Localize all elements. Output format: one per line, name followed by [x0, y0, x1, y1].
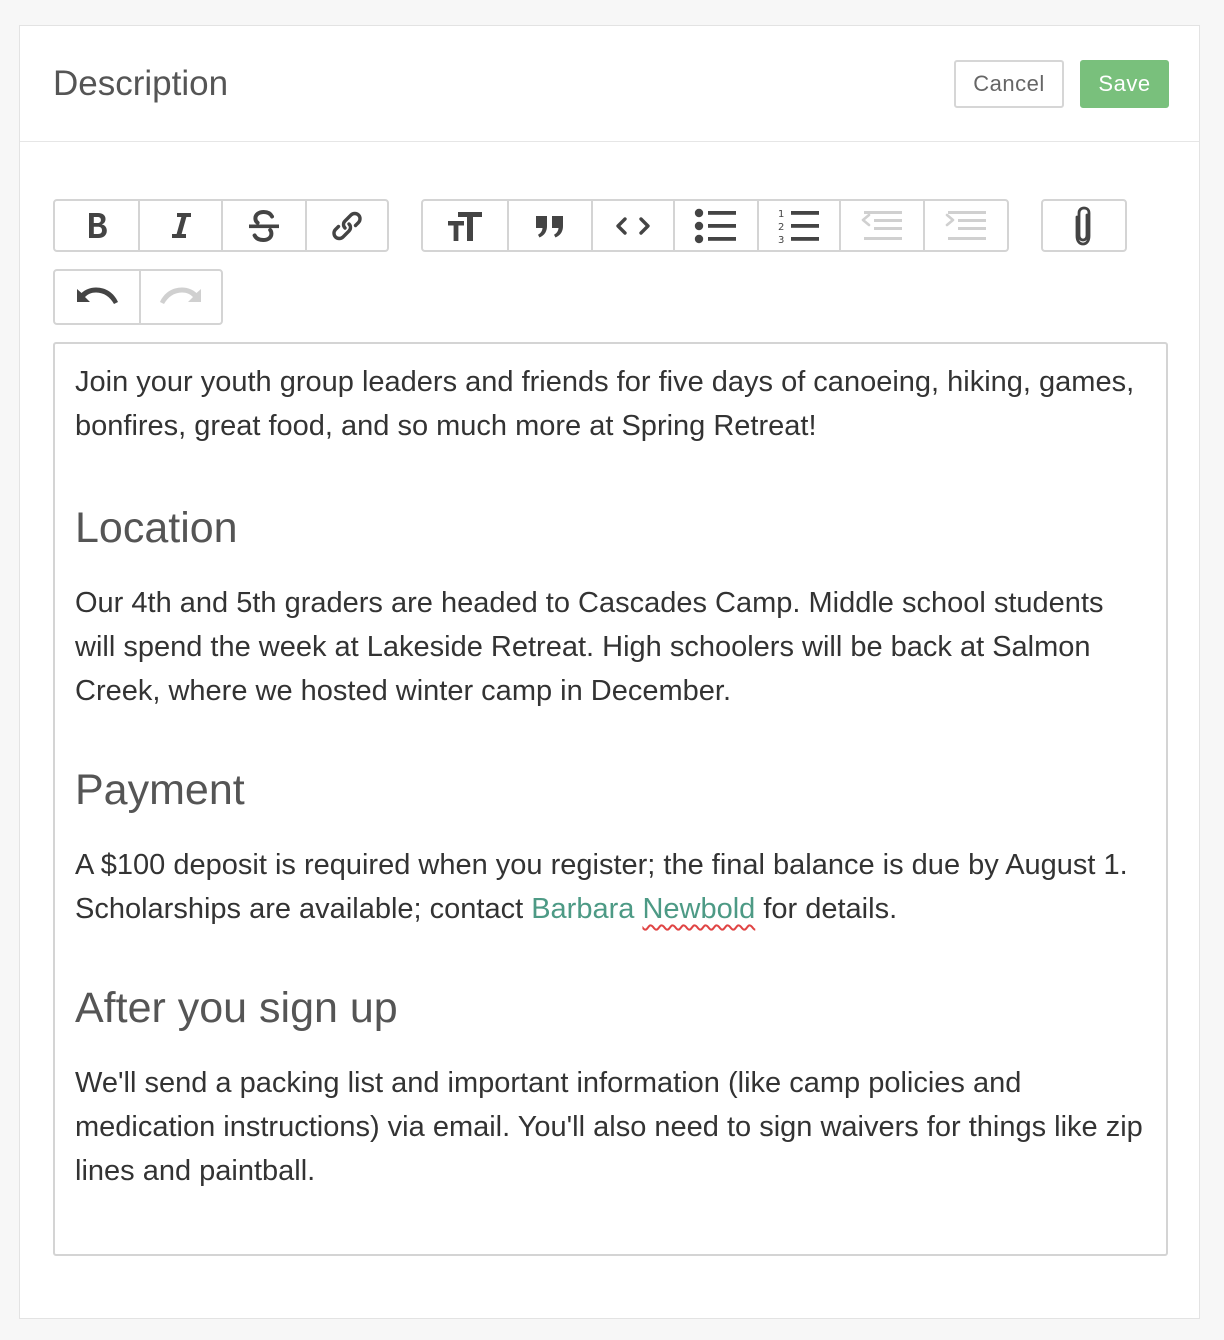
increase-indent-button[interactable] [925, 201, 1007, 250]
svg-text:3: 3 [778, 234, 785, 245]
svg-text:1: 1 [778, 208, 785, 220]
bold-button[interactable] [55, 201, 140, 250]
code-button[interactable] [593, 201, 675, 250]
decrease-indent-icon [860, 209, 904, 243]
payment-text-after: for details. [755, 893, 898, 925]
heading-icon [445, 209, 485, 243]
toolbar-block-group [421, 199, 1009, 252]
decrease-indent-button[interactable] [841, 201, 925, 250]
bullet-list-button[interactable] [675, 201, 759, 250]
link-icon [328, 207, 366, 245]
attach-icon [1070, 205, 1098, 247]
description-editor[interactable] [53, 342, 1168, 1256]
link-button[interactable] [307, 201, 387, 250]
location-paragraph: Our 4th and 5th graders are headed to Cascades Camp. Middle school students will spend the week at Lakeside Retreat. High schoolers will be back at Salmon Creek, where we hosted winter camp in December. [75, 587, 1104, 707]
redo-button[interactable] [141, 271, 221, 323]
after-signup-paragraph: We'll send a packing list and important information (like camp policies and medication instructions) via email. You'll also need to sign waivers for things like zip lines and paintball. [75, 1067, 1143, 1187]
undo-button[interactable] [55, 271, 141, 323]
numbered-list-icon [777, 207, 821, 245]
undo-icon [74, 283, 120, 311]
card-header [20, 26, 1199, 142]
quote-button[interactable] [509, 201, 593, 250]
cancel-button[interactable]: Cancel [954, 60, 1064, 108]
bullet-list-icon [694, 208, 738, 244]
strikethrough-icon [244, 208, 284, 244]
toolbar-history-group [53, 269, 223, 325]
strikethrough-button[interactable] [223, 201, 307, 250]
payment-text-before: A $100 deposit is required when you register; the final balance is due by August 1. Scholarships are available; contact [75, 849, 1128, 925]
bold-icon [82, 210, 112, 242]
contact-link[interactable] [531, 893, 755, 925]
increase-indent-icon [944, 209, 988, 243]
after-signup-heading: After you sign up [75, 984, 398, 1032]
page-title: Description [53, 64, 229, 103]
save-button[interactable]: Save [1080, 60, 1169, 108]
intro-paragraph: Join your youth group leaders and friends for five days of canoeing, hiking, games, bonfires, great food, and so much more at Spring Retreat! [75, 366, 1135, 442]
toolbar-text-style-group [53, 199, 389, 252]
numbered-list-button[interactable] [759, 201, 841, 250]
payment-heading: Payment [75, 766, 245, 814]
redo-icon [158, 283, 204, 311]
description-card [19, 25, 1200, 1319]
location-heading: Location [75, 504, 238, 552]
svg-text:2: 2 [778, 221, 785, 233]
payment-paragraph [75, 843, 1146, 931]
contact-link-first: Barbara [531, 893, 635, 925]
italic-button[interactable] [140, 201, 223, 250]
code-icon [613, 212, 653, 240]
italic-icon [166, 210, 196, 242]
attach-button[interactable] [1043, 201, 1125, 250]
heading-button[interactable] [423, 201, 509, 250]
quote-icon [534, 212, 566, 240]
toolbar-attach-group [1041, 199, 1127, 252]
contact-link-last: Newbold [642, 893, 756, 925]
